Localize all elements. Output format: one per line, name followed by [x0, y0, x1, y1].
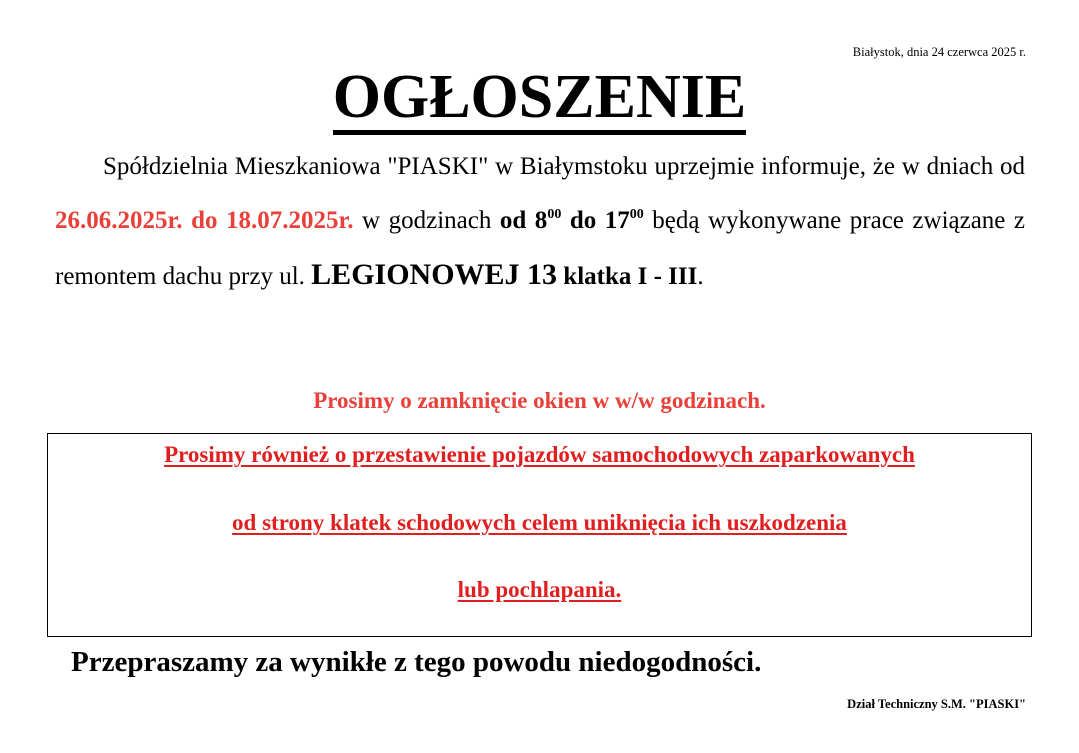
date-line: Białystok, dnia 24 czerwca 2025 r. — [852, 45, 1026, 59]
staircase-range: klatka I - III — [557, 263, 698, 290]
date-range: 26.06.2025r. do 18.07.2025r. — [55, 207, 354, 234]
hours-from — [500, 207, 644, 234]
page-title — [0, 60, 1079, 135]
announcement-paragraph — [55, 140, 1025, 304]
vehicles-request-box — [47, 433, 1032, 637]
vehicles-request-line-1: Prosimy również o przestawienie pojazdów samochodowych zaparkowanych — [164, 442, 915, 467]
signature: Dział Techniczny S.M. "PIASKI" — [847, 697, 1026, 711]
vehicles-request-line-3: lub pochlapania. — [457, 577, 622, 602]
street-name: LEGIONOWEJ 13 — [311, 258, 558, 291]
hours-from-prefix: od 8 — [499, 207, 548, 234]
hours-from-minutes: 00 — [547, 207, 562, 222]
paragraph-hours-intro: w godzinach — [353, 207, 500, 234]
paragraph-work-description: będą wykonywane prace związane z remontem dachu przy ul. — [55, 207, 1026, 290]
vehicles-request-line-2: od strony klatek schodowych celem uniknięcia ich uszkodzenia — [232, 510, 847, 535]
title-text: OGŁOSZENIE — [333, 64, 746, 135]
hours-to-prefix: do 17 — [561, 207, 630, 234]
windows-request: Prosimy o zamknięcie okien w w/w godzinach. — [313, 388, 766, 413]
paragraph-end: . — [697, 263, 704, 290]
hours-to-minutes: 00 — [629, 207, 644, 222]
paragraph-intro: Spółdzielnia Mieszkaniowa "PIASKI" w Białymstoku uprzejmie informuje, że w dniach od — [103, 153, 1025, 180]
apology-text: Przepraszamy za wynikłe z tego powodu niedogodności. — [71, 646, 762, 678]
